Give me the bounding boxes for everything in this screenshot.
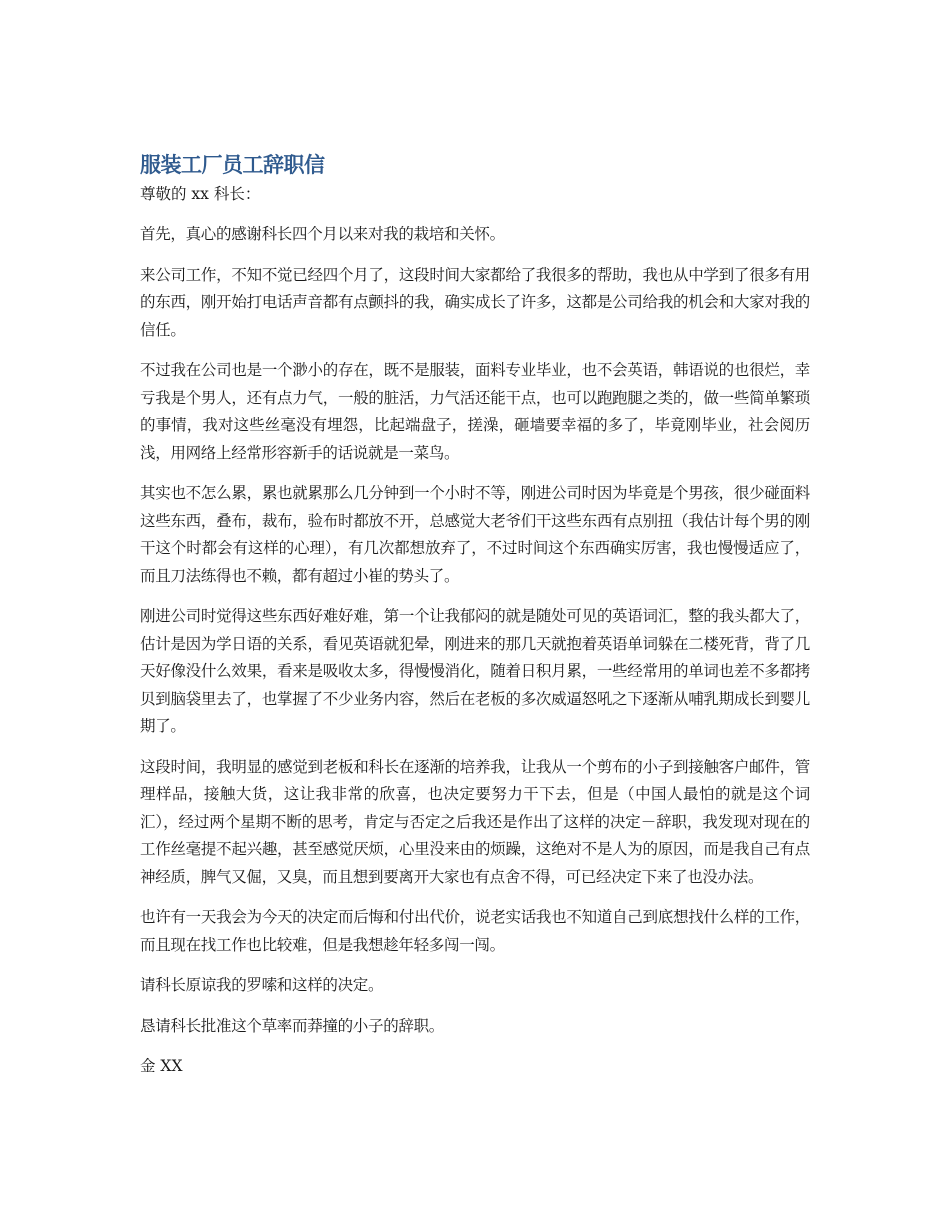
document-title: 服装工厂员工辞职信 (140, 153, 325, 177)
salutation: 尊敬的 xx 科长： (140, 185, 261, 203)
signature: 金 XX (140, 1057, 183, 1075)
paragraph-5: 刚进公司时觉得这些东西好难好难，第一个让我郁闷的就是随处可见的英语词汇，整的我头都大了，估计是因为学日语的关系，看见英语就犯晕，刚进来的那几天就抱着英语单词躲在二楼死背，背了几天好像没什么效果，看来是吸收太多，得慢慢消化，随着日积月累，一些经常用的单词也差不多都拷贝到脑袋里去了，也掌握了不少业务内容，然后在老板的多次威逼怒吼之下逐渐从哺乳期成长到婴儿期了。 (140, 607, 810, 735)
paragraph-1: 首先，真心的感谢科长四个月以来对我的栽培和关怀。 (140, 225, 505, 243)
paragraph-8: 请科长原谅我的罗嗦和这样的决定。 (140, 976, 384, 994)
paragraph-6: 这段时间，我明显的感觉到老板和科长在逐渐的培养我，让我从一个剪布的小子到接触客户邮件，管理样品，接触大货，这让我非常的欣喜，也决定要努力干下去，但是（中国人最怕的就是这个词汇），经过两个星期不断的思考，肯定与否定之后我还是作出了这样的决定－辞职，我发现对现在的工作丝毫提不起兴趣，甚至感觉厌烦，心里没来由的烦躁，这绝对不是人为的原因，而是我自己有点神经质，脾气又倔，又臭，而且想到要离开大家也有点舍不得，可已经决定下来了也没办法。 (140, 757, 810, 886)
paragraph-2: 来公司工作，不知不觉已经四个月了，这段时间大家都给了我很多的帮助，我也从中学到了很多有用的东西，刚开始打电话声音都有点颤抖的我，确实成长了许多，这都是公司给我的机会和大家对我的信任。 (140, 265, 810, 339)
paragraph-3: 不过我在公司也是一个渺小的存在，既不是服装，面料专业毕业，也不会英语，韩语说的也很烂，幸亏我是个男人，还有点力气，一般的脏活，力气活还能干点，也可以跑跑腿之类的，做一些简单繁琐的事情，我对这些丝毫没有埋怨，比起端盘子，搓澡，砸墙要幸福的多了，毕竟刚毕业，社会阅历浅，用网络上经常形容新手的话说就是一菜鸟。 (140, 361, 810, 462)
letter-page (140, 150, 810, 1079)
paragraph-7: 也许有一天我会为今天的决定而后悔和付出代价，说老实话我也不知道自己到底想找什么样的工作，而且现在找工作也比较难，但是我想趁年轻多闯一闯。 (140, 908, 810, 954)
paragraph-4: 其实也不怎么累，累也就累那么几分钟到一个小时不等，刚进公司时因为毕竟是个男孩，很少碰面料这些东西，叠布，裁布，验布时都放不开，总感觉大老爷们干这些东西有点别扭（我估计每个男的刚干这个时都会有这样的心理），有几次都想放弃了，不过时间这个东西确实厉害，我也慢慢适应了，而且刀法练得也不赖，都有超过小崔的势头了。 (140, 484, 810, 585)
paragraph-9: 恳请科长批准这个草率而莽撞的小子的辞职。 (140, 1016, 445, 1035)
